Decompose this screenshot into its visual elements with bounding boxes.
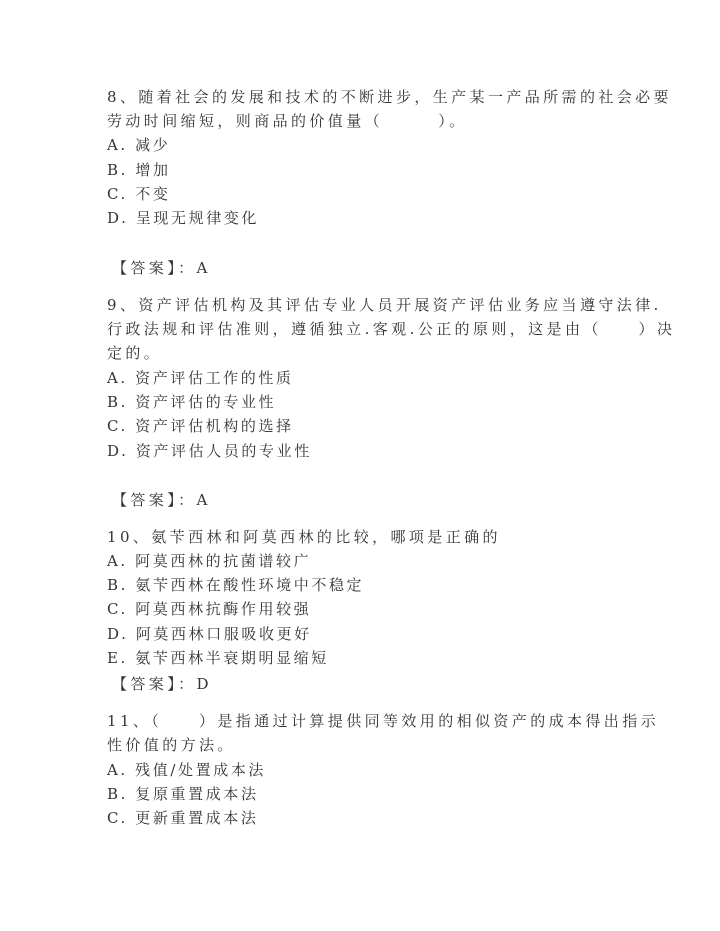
option-b: B. 资产评估的专业性 <box>107 393 277 411</box>
option-d: D. 阿莫西林口服吸收更好 <box>107 625 312 643</box>
answer: 【答案】：D <box>112 675 212 693</box>
option-c: C. 资产评估机构的选择 <box>107 417 294 435</box>
option-c: C. 不变 <box>107 185 171 203</box>
question-stem: 定的。 <box>107 344 163 362</box>
question-stem: 性价值的方法。 <box>107 736 236 754</box>
option-b: B. 增加 <box>107 161 171 179</box>
option-c: C. 阿莫西林抗酶作用较强 <box>107 600 312 618</box>
option-a: A. 减少 <box>107 136 171 154</box>
option-d: D. 资产评估人员的专业性 <box>107 442 312 460</box>
question-stem: 行政法规和评估准则，遵循独立.客观.公正的原则，这是由（ ）决 <box>107 320 676 338</box>
question-stem: 11、（ ）是指通过计算提供同等效用的相似资产的成本得出指示 <box>107 712 659 730</box>
question-stem: 10、氨苄西林和阿莫西林的比较，哪项是正确的 <box>107 528 501 546</box>
option-a: A. 残值/处置成本法 <box>107 761 267 779</box>
answer: 【答案】：A <box>112 491 211 509</box>
question-stem: 劳动时间缩短，则商品的价值量（ ）。 <box>107 112 468 130</box>
option-d: D. 呈现无规律变化 <box>107 209 260 227</box>
answer: 【答案】：A <box>112 259 211 277</box>
option-a: A. 阿莫西林的抗菌谱较广 <box>107 552 312 570</box>
option-c: C. 更新重置成本法 <box>107 809 259 827</box>
question-stem: 8、随着社会的发展和技术的不断进步，生产某一产品所需的社会必要 <box>107 88 672 106</box>
question-stem: 9、资产评估机构及其评估专业人员开展资产评估业务应当遵守法律. <box>107 296 662 314</box>
option-b: B. 复原重置成本法 <box>107 785 259 803</box>
option-b: B. 氨苄西林在酸性环境中不稳定 <box>107 576 365 594</box>
option-e: E. 氨苄西林半衰期明显缩短 <box>107 649 329 667</box>
option-a: A. 资产评估工作的性质 <box>107 369 294 387</box>
